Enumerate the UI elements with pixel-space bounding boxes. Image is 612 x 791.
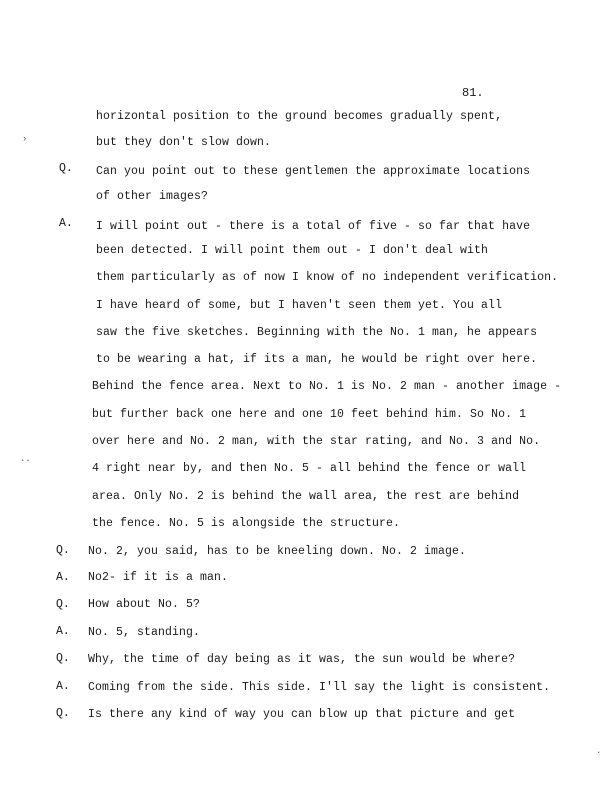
- transcript-line: to be wearing a hat, if its a man, he would be right over here.: [96, 353, 538, 366]
- speaker-label: Q.: [56, 652, 70, 665]
- transcript-line: the fence. No. 5 is alongside the structure.: [92, 517, 401, 530]
- transcript-line: I will point out - there is a total of five - so far that have: [96, 220, 531, 233]
- margin-mark: ›: [22, 134, 28, 144]
- transcript-line: How about No. 5?: [88, 598, 201, 611]
- transcript-line: No. 5, standing.: [88, 626, 201, 639]
- margin-mark: ··: [20, 456, 31, 466]
- page-number: 81.: [462, 86, 484, 100]
- speaker-label: Q.: [56, 707, 70, 720]
- speaker-label: A.: [56, 571, 70, 584]
- transcript-line: of other images?: [96, 190, 209, 203]
- speaker-label: A.: [56, 680, 70, 693]
- transcript-line: horizontal position to the ground becomes gradually spent,: [96, 110, 503, 123]
- transcript-line: saw the five sketches. Beginning with the No. 1 man, he appears: [96, 326, 538, 339]
- transcript-line: them particularly as of now I know of no independent verification.: [96, 271, 559, 284]
- transcript-line: Coming from the side. This side. I'll say the light is consistent.: [88, 681, 551, 694]
- transcript-line: Why, the time of day being as it was, the sun would be where?: [88, 653, 516, 666]
- speaker-label: Q.: [56, 598, 70, 611]
- speaker-label: Q.: [59, 162, 73, 175]
- transcript-line: I have heard of some, but I haven't seen them yet. You all: [96, 299, 503, 312]
- speaker-label: A.: [59, 217, 73, 230]
- transcript-line: No. 2, you said, has to be kneeling down. No. 2 image.: [88, 545, 467, 558]
- speaker-label: Q.: [56, 544, 70, 557]
- transcript-line: Behind the fence area. Next to No. 1 is No. 2 man - another image -: [92, 380, 562, 393]
- transcript-line: 4 right near by, and then No. 5 - all behind the fence or wall: [92, 462, 527, 475]
- transcript-line: but further back one here and one 10 feet behind him. So No. 1: [92, 408, 527, 421]
- transcript-line: No2- if it is a man.: [88, 571, 229, 584]
- transcript-line: area. Only No. 2 is behind the wall area, the rest are behind: [92, 490, 520, 503]
- transcript-line: Can you point out to these gentlemen the approximate locations: [96, 165, 531, 178]
- transcript-line: Is there any kind of way you can blow up that picture and get: [88, 708, 516, 721]
- speaker-label: A.: [56, 625, 70, 638]
- transcript-line: been detected. I will point them out - I don't deal with: [96, 244, 489, 257]
- margin-mark: ·: [596, 748, 602, 758]
- transcript-line: but they don't slow down.: [96, 136, 272, 149]
- transcript-line: over here and No. 2 man, with the star rating, and No. 3 and No.: [92, 435, 541, 448]
